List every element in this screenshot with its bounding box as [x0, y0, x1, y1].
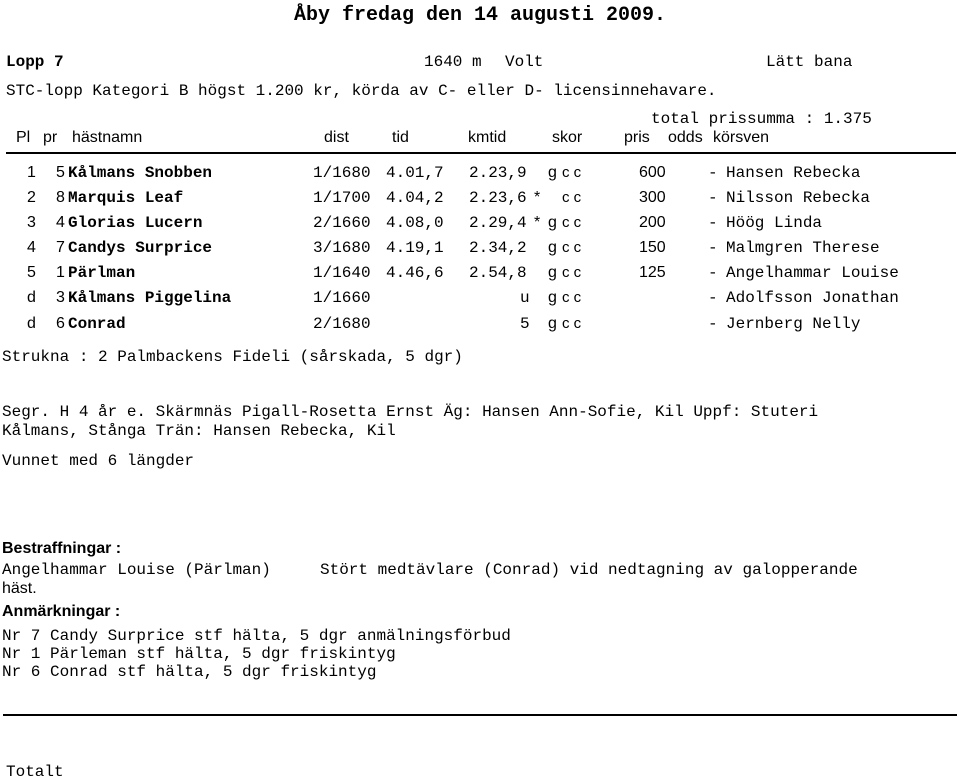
cell-shoe-g: g — [548, 239, 557, 256]
cell-placement: 3 — [27, 214, 36, 231]
cell-post-position: 8 — [56, 189, 65, 206]
cell-prize: 150 — [639, 239, 666, 256]
cell-prize: 200 — [639, 214, 666, 231]
cell-distance: 3/1680 — [313, 239, 371, 257]
cell-mark: * — [534, 214, 541, 231]
cell-dash: - — [708, 164, 718, 182]
header-horse: hästnamn — [72, 129, 143, 146]
cell-post-position: 3 — [56, 289, 65, 306]
cell-driver: Höög Linda — [726, 214, 823, 232]
cell-horse-name: Marquis Leaf — [68, 189, 184, 207]
cell-post-position: 6 — [56, 315, 65, 332]
penalty-text-continued: häst. — [2, 580, 37, 597]
cell-distance: 1/1660 — [313, 289, 371, 307]
cell-driver: Angelhammar Louise — [726, 264, 899, 282]
cell-distance: 1/1640 — [313, 264, 371, 282]
cell-distance: 1/1700 — [313, 189, 371, 207]
cell-horse-name: Pärlman — [68, 264, 136, 282]
remarks-heading: Anmärkningar : — [2, 603, 121, 620]
cell-horse-name: Candys Surprice — [68, 239, 213, 257]
cell-time: 4.01,7 — [386, 164, 444, 182]
cell-driver: Adolfsson Jonathan — [726, 289, 899, 307]
cell-time: 4.19,1 — [386, 239, 444, 257]
cell-shoes: c c — [562, 239, 582, 256]
header-skor: skor — [552, 129, 583, 146]
header-pl: Pl — [16, 129, 31, 146]
cell-shoes: c c — [562, 164, 582, 181]
cell-placement: 4 — [27, 239, 36, 256]
cell-time: 4.46,6 — [386, 264, 444, 282]
cell-shoe-g: g — [548, 315, 557, 332]
cell-driver: Hansen Rebecka — [726, 164, 861, 182]
cell-post-position: 5 — [56, 164, 65, 181]
cell-km-time: 2.54,8 — [469, 264, 527, 282]
cell-horse-name: Glorias Lucern — [68, 214, 203, 232]
header-odds: odds — [668, 129, 703, 146]
total-label: Totalt — [6, 763, 64, 781]
cell-time: 4.04,2 — [386, 189, 444, 207]
scratched-note: Strukna : 2 Palmbackens Fideli (sårskada, 5 dgr) — [2, 348, 463, 366]
cell-shoe-g: g — [548, 214, 557, 231]
cell-driver: Malmgren Therese — [726, 239, 880, 257]
cell-time: 4.08,0 — [386, 214, 444, 232]
cell-driver: Jernberg Nelly — [726, 315, 861, 333]
header-tid: tid — [392, 129, 409, 146]
cell-distance: 1/1680 — [313, 164, 371, 182]
race-start-type: Volt — [505, 53, 544, 71]
header-pris: pris — [624, 129, 650, 146]
won-by: Vunnet med 6 längder — [2, 452, 195, 470]
winner-info-line1: Segr. H 4 år e. Skärmnäs Pigall-Rosetta Ernst Äg: Hansen Ann-Sofie, Kil Uppf: Stuteri — [2, 403, 819, 421]
cell-distance: 2/1680 — [313, 315, 371, 333]
cell-shoes: c c — [562, 264, 582, 281]
cell-horse-name: Kålmans Snobben — [68, 164, 213, 182]
cell-km-time: 2.34,2 — [469, 239, 527, 257]
track-condition: Lätt bana — [766, 53, 853, 71]
cell-km-time: 2.23,9 — [469, 164, 527, 182]
penalties-heading: Bestraffningar : — [2, 540, 122, 557]
cell-post-position: 4 — [56, 214, 65, 231]
cell-placement: 1 — [27, 164, 36, 181]
winner-info-line2: Kålmans, Stånga Trän: Hansen Rebecka, Kil — [2, 422, 396, 440]
race-number: Lopp 7 — [6, 53, 64, 71]
header-kmtid: kmtid — [468, 129, 507, 146]
cell-km-time: 2.23,6 — [469, 189, 527, 207]
cell-placement: 2 — [27, 189, 36, 206]
cell-dash: - — [708, 264, 718, 282]
cell-placement: 5 — [27, 264, 36, 281]
cell-driver: Nilsson Rebecka — [726, 189, 871, 207]
cell-dash: - — [708, 289, 718, 307]
remark-line: Nr 7 Candy Surprice stf hälta, 5 dgr anmälningsförbud — [2, 627, 511, 645]
cell-shoes: c c — [562, 315, 582, 332]
cell-prize: 300 — [639, 189, 666, 206]
cell-placement: d — [27, 315, 36, 332]
footer-divider — [3, 714, 957, 716]
cell-shoe-g: g — [548, 289, 557, 306]
header-divider — [6, 152, 956, 154]
header-driver: körsven — [713, 129, 770, 146]
cell-prize: 125 — [639, 264, 666, 281]
race-distance: 1640 m — [424, 53, 482, 71]
cell-placement: d — [27, 289, 36, 306]
header-dist: dist — [324, 129, 349, 146]
header-pr: pr — [43, 129, 58, 146]
cell-shoes: c c — [562, 214, 582, 231]
remark-line: Nr 6 Conrad stf hälta, 5 dgr friskintyg — [2, 663, 377, 681]
cell-distance: 2/1660 — [313, 214, 371, 232]
penalty-driver: Angelhammar Louise (Pärlman) — [2, 561, 271, 579]
cell-dash: - — [708, 315, 718, 333]
cell-shoes: c c — [562, 189, 582, 206]
cell-shoe-g: g — [548, 264, 557, 281]
cell-dash: - — [708, 239, 718, 257]
penalty-text: Stört medtävlare (Conrad) vid nedtagning av galopperande — [320, 561, 858, 579]
race-conditions: STC-lopp Kategori B högst 1.200 kr, körda av C- eller D- licensinnehavare. — [6, 82, 717, 100]
cell-shoe-g: g — [548, 164, 557, 181]
cell-post-position: 1 — [56, 264, 65, 281]
cell-horse-name: Kålmans Piggelina — [68, 289, 232, 307]
page-title: Åby fredag den 14 augusti 2009. — [293, 4, 667, 27]
total-prize: total prissumma : 1.375 — [651, 110, 872, 128]
cell-km-time: 5 — [520, 315, 530, 333]
cell-mark: * — [534, 189, 541, 206]
cell-post-position: 7 — [56, 239, 65, 256]
cell-horse-name: Conrad — [68, 315, 126, 333]
cell-dash: - — [708, 214, 718, 232]
cell-prize: 600 — [639, 164, 666, 181]
remark-line: Nr 1 Pärleman stf hälta, 5 dgr friskintyg — [2, 645, 396, 663]
cell-shoes: c c — [562, 289, 582, 306]
cell-dash: - — [708, 189, 718, 207]
cell-km-time: u — [520, 289, 530, 307]
cell-km-time: 2.29,4 — [469, 214, 527, 232]
